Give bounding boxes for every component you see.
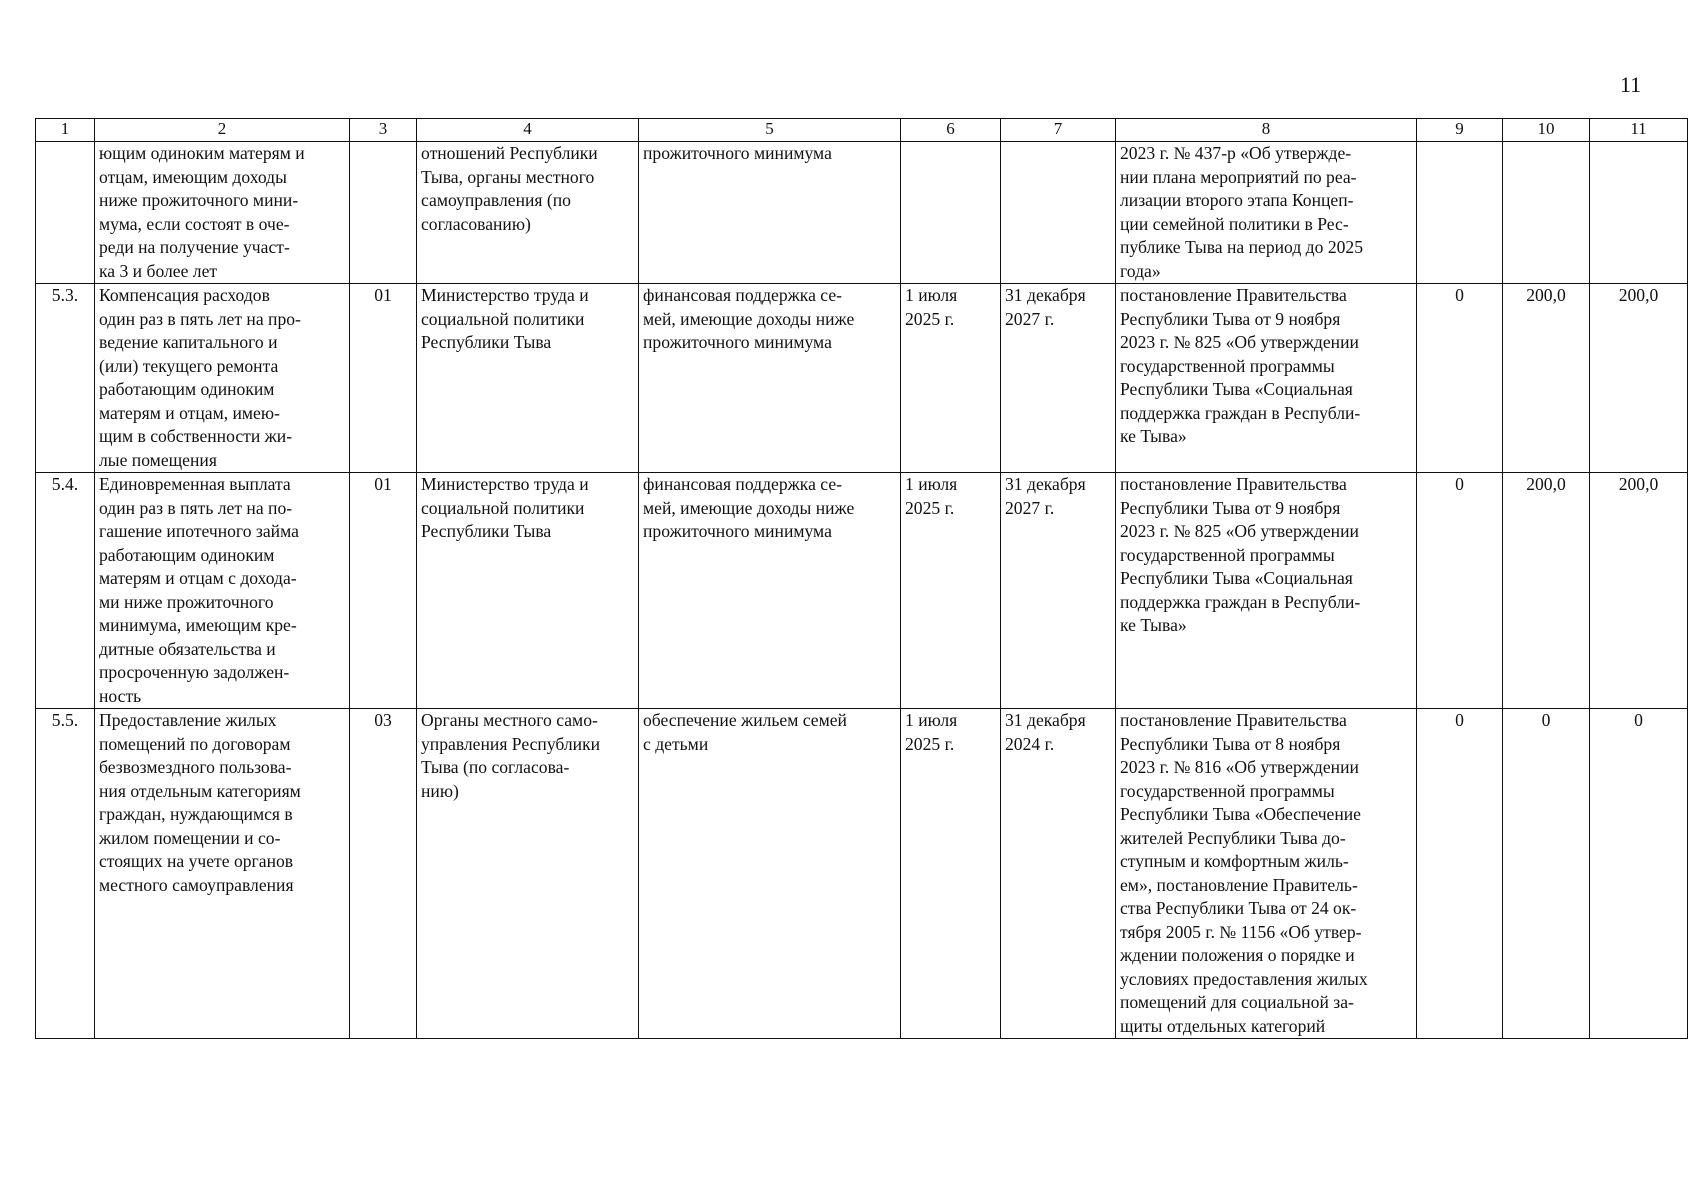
- measure-name: Предоставление жилых помещений по договорам безвозмездного пользова- ния отдельным категориям граждан, нуждающимся в жилом помещении и со- стоящих на учете органов местного самоуправления: [95, 709, 350, 1039]
- expected-result: финансовая поддержка се- мей, имеющие доходы ниже прожиточного минимума: [639, 473, 901, 709]
- responsible: отношений Республики Тыва, органы местного самоуправления (по согласованию): [417, 142, 639, 284]
- start-date: [901, 142, 1001, 284]
- value-col-11: 0: [1590, 709, 1688, 1039]
- measures-table: [35, 118, 1688, 1039]
- legal-basis: 2023 г. № 437-р «Об утвержде- нии плана мероприятий по реа- лизации второго этапа Концеп- ции семейной политики в Рес- публике Тыва на период до 2025 года»: [1116, 142, 1417, 284]
- value-col-11: [1590, 142, 1688, 284]
- table-row: [36, 142, 1688, 284]
- value-col-9: 0: [1417, 709, 1503, 1039]
- item-number: 5.4.: [36, 473, 95, 709]
- column-header: 3: [350, 119, 417, 142]
- start-date: 1 июля 2025 г.: [901, 284, 1001, 473]
- value-col-9: 0: [1417, 284, 1503, 473]
- legal-basis: постановление Правительства Республики Тыва от 8 ноября 2023 г. № 816 «Об утверждении государственной программы Республики Тыва «Обеспечение жителей Республики Тыва до- ступным и комфортным жиль- ем», постановление Правитель- ства Республики Тыва от 24 ок- тября 2005 г. № 1156 «Об утвер- ждении положения о порядке и условиях предоставления жилых помещений для социальной за- щиты отдельных категорий: [1116, 709, 1417, 1039]
- page-number: 11: [1620, 72, 1642, 97]
- column-header: 2: [95, 119, 350, 142]
- value-col-10: [1503, 142, 1590, 284]
- column-header: 5: [639, 119, 901, 142]
- table-row: [36, 473, 1688, 709]
- code: 03: [350, 709, 417, 1039]
- responsible: Органы местного само- управления Республики Тыва (по согласова- нию): [417, 709, 639, 1039]
- value-col-11: 200,0: [1590, 284, 1688, 473]
- column-header: 7: [1001, 119, 1116, 142]
- code: 01: [350, 284, 417, 473]
- start-date: 1 июля 2025 г.: [901, 709, 1001, 1039]
- expected-result: обеспечение жильем семей с детьми: [639, 709, 901, 1039]
- value-col-10: 200,0: [1503, 284, 1590, 473]
- table-row: [36, 709, 1688, 1039]
- column-number-row: [36, 119, 1688, 142]
- legal-basis: постановление Правительства Республики Тыва от 9 ноября 2023 г. № 825 «Об утверждении государственной программы Республики Тыва «Социальная поддержка граждан в Республи- ке Тыва»: [1116, 284, 1417, 473]
- measure-name: Единовременная выплата один раз в пять лет на по- гашение ипотечного займа работающим одиноким матерям и отцам с дохода- ми ниже прожиточного минимума, имеющим кре- дитные обязательства и просроченную задолжен- ность: [95, 473, 350, 709]
- legal-basis: постановление Правительства Республики Тыва от 9 ноября 2023 г. № 825 «Об утверждении государственной программы Республики Тыва «Социальная поддержка граждан в Республи- ке Тыва»: [1116, 473, 1417, 709]
- measure-name: Компенсация расходов один раз в пять лет на про- ведение капитального и (или) текущего ремонта работающим одиноким матерям и отцам, имею- щим в собственности жи- лые помещения: [95, 284, 350, 473]
- end-date: 31 декабря 2024 г.: [1001, 709, 1116, 1039]
- column-header: 1: [36, 119, 95, 142]
- end-date: [1001, 142, 1116, 284]
- responsible: Министерство труда и социальной политики Республики Тыва: [417, 473, 639, 709]
- start-date: 1 июля 2025 г.: [901, 473, 1001, 709]
- column-header: 11: [1590, 119, 1688, 142]
- code: [350, 142, 417, 284]
- item-number: [36, 142, 95, 284]
- item-number: 5.5.: [36, 709, 95, 1039]
- column-header: 10: [1503, 119, 1590, 142]
- value-col-9: [1417, 142, 1503, 284]
- column-header: 8: [1116, 119, 1417, 142]
- column-header: 4: [417, 119, 639, 142]
- expected-result: финансовая поддержка се- мей, имеющие доходы ниже прожиточного минимума: [639, 284, 901, 473]
- value-col-10: 0: [1503, 709, 1590, 1039]
- measure-name: ющим одиноким матерям и отцам, имеющим доходы ниже прожиточного мини- мума, если состоят в оче- реди на получение участ- ка 3 и более лет: [95, 142, 350, 284]
- value-col-10: 200,0: [1503, 473, 1590, 709]
- code: 01: [350, 473, 417, 709]
- end-date: 31 декабря 2027 г.: [1001, 284, 1116, 473]
- value-col-11: 200,0: [1590, 473, 1688, 709]
- item-number: 5.3.: [36, 284, 95, 473]
- end-date: 31 декабря 2027 г.: [1001, 473, 1116, 709]
- value-col-9: 0: [1417, 473, 1503, 709]
- column-header: 9: [1417, 119, 1503, 142]
- responsible: Министерство труда и социальной политики Республики Тыва: [417, 284, 639, 473]
- table-row: [36, 284, 1688, 473]
- column-header: 6: [901, 119, 1001, 142]
- expected-result: прожиточного минимума: [639, 142, 901, 284]
